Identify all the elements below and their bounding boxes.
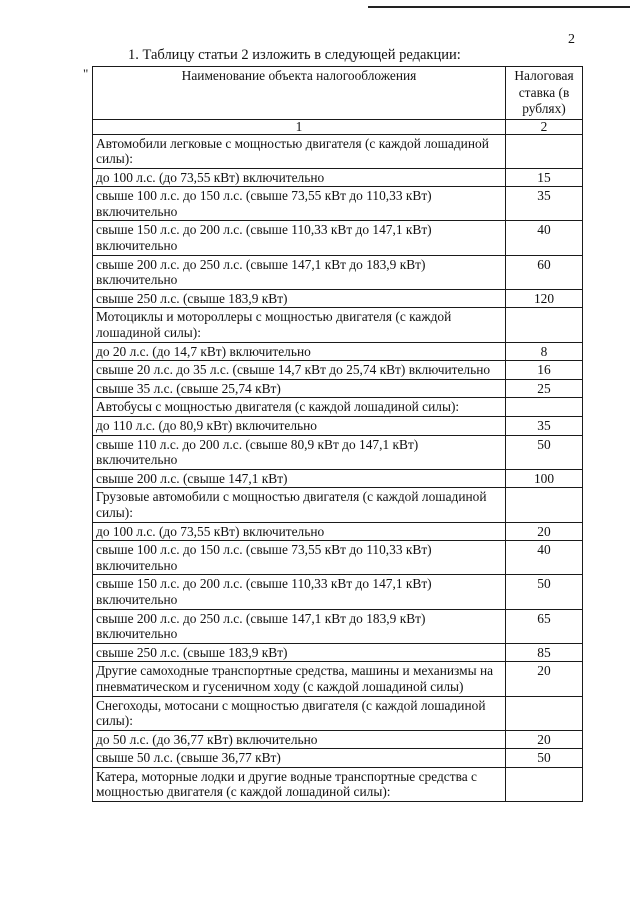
vehicle-description: до 20 л.с. (до 14,7 кВт) включительно [93, 342, 506, 361]
tax-rate-value: 20 [506, 522, 583, 541]
tax-rate-value: 50 [506, 435, 583, 469]
vehicle-description: свыше 110 л.с. до 200 л.с. (свыше 80,9 кВт до 147,1 кВт) включительно [93, 435, 506, 469]
vehicle-description: свыше 150 л.с. до 200 л.с. (свыше 110,33 кВт до 147,1 кВт) включительно [93, 221, 506, 255]
column-number-2: 2 [506, 119, 583, 134]
table-row [93, 342, 583, 361]
table-row [93, 417, 583, 436]
tax-rate-value: 16 [506, 361, 583, 380]
table-row [93, 469, 583, 488]
table-category-row [93, 662, 583, 696]
vehicle-description: Автомобили легковые с мощностью двигателя (с каждой лошадиной силы): [93, 134, 506, 168]
tax-rate-value: 40 [506, 541, 583, 575]
vehicle-description: Грузовые автомобили с мощностью двигателя (с каждой лошадиной силы): [93, 488, 506, 522]
tax-rate-value: 60 [506, 255, 583, 289]
tax-rate-value: 8 [506, 342, 583, 361]
table-category-row [93, 398, 583, 417]
table-row [93, 361, 583, 380]
tax-rate-value [506, 308, 583, 342]
table-row [93, 522, 583, 541]
tax-rate-value: 25 [506, 379, 583, 398]
header-tax-rate: Налоговая ставка (в рублях) [506, 67, 583, 120]
tax-rate-value [506, 488, 583, 522]
tax-rate-value: 40 [506, 221, 583, 255]
vehicle-description: Автобусы с мощностью двигателя (с каждой лошадиной силы): [93, 398, 506, 417]
vehicle-description: свыше 20 л.с. до 35 л.с. (свыше 14,7 кВт до 25,74 кВт) включительно [93, 361, 506, 380]
vehicle-description: Другие самоходные транспортные средства, машины и механизмы на пневматическом и гусеничном ходу (с каждой лошадиной силы) [93, 662, 506, 696]
tax-rate-value: 35 [506, 187, 583, 221]
table-row [93, 187, 583, 221]
vehicle-description: свыше 250 л.с. (свыше 183,9 кВт) [93, 643, 506, 662]
table-row [93, 221, 583, 255]
table-row [93, 168, 583, 187]
vehicle-description: до 50 л.с. (до 36,77 кВт) включительно [93, 730, 506, 749]
table-row [93, 289, 583, 308]
tax-rate-value: 20 [506, 662, 583, 696]
vehicle-description: до 110 л.с. (до 80,9 кВт) включительно [93, 417, 506, 436]
tax-rate-value: 100 [506, 469, 583, 488]
tax-rate-value [506, 134, 583, 168]
tax-rate-value [506, 767, 583, 801]
table-category-row [93, 696, 583, 730]
tax-rate-value: 35 [506, 417, 583, 436]
column-number-row [93, 119, 583, 134]
tax-rate-value: 85 [506, 643, 583, 662]
table-row [93, 643, 583, 662]
vehicle-description: свыше 100 л.с. до 150 л.с. (свыше 73,55 кВт до 110,33 кВт) включительно [93, 541, 506, 575]
vehicle-description: до 100 л.с. (до 73,55 кВт) включительно [93, 522, 506, 541]
vehicle-description: до 100 л.с. (до 73,55 кВт) включительно [93, 168, 506, 187]
opening-quote-mark: " [83, 66, 89, 81]
amendment-intro: 1. Таблицу статьи 2 изложить в следующей редакции: [128, 47, 461, 63]
tax-table-body [93, 134, 583, 802]
tax-rate-value: 50 [506, 575, 583, 609]
vehicle-description: Мотоциклы и мотороллеры с мощностью двигателя (с каждой лошадиной силы): [93, 308, 506, 342]
table-row [93, 575, 583, 609]
table-row [93, 541, 583, 575]
tax-rate-value [506, 696, 583, 730]
table-row [93, 379, 583, 398]
table-category-row [93, 308, 583, 342]
vehicle-description: Снегоходы, мотосани с мощностью двигателя (с каждой лошадиной силы): [93, 696, 506, 730]
header-object-name: Наименование объекта налогообложения [93, 67, 506, 120]
page-number: 2 [568, 32, 575, 47]
vehicle-description: свыше 250 л.с. (свыше 183,9 кВт) [93, 289, 506, 308]
vehicle-description: свыше 200 л.с. до 250 л.с. (свыше 147,1 кВт до 183,9 кВт) включительно [93, 609, 506, 643]
vehicle-description: свыше 200 л.с. до 250 л.с. (свыше 147,1 кВт до 183,9 кВт) включительно [93, 255, 506, 289]
vehicle-description: свыше 200 л.с. (свыше 147,1 кВт) [93, 469, 506, 488]
tax-rate-value: 65 [506, 609, 583, 643]
tax-rate-value: 15 [506, 168, 583, 187]
table-category-row [93, 488, 583, 522]
vehicle-description: Катера, моторные лодки и другие водные транспортные средства с мощностью двигателя (с каждой лошадиной силы): [93, 767, 506, 801]
vehicle-description: свыше 100 л.с. до 150 л.с. (свыше 73,55 кВт до 110,33 кВт) включительно [93, 187, 506, 221]
table-row [93, 435, 583, 469]
vehicle-description: свыше 150 л.с. до 200 л.с. (свыше 110,33 кВт до 147,1 кВт) включительно [93, 575, 506, 609]
tax-rate-value: 120 [506, 289, 583, 308]
tax-rate-value: 20 [506, 730, 583, 749]
tax-rate-value: 50 [506, 749, 583, 768]
tax-rate-table [92, 66, 583, 802]
vehicle-description: свыше 35 л.с. (свыше 25,74 кВт) [93, 379, 506, 398]
column-number-1: 1 [93, 119, 506, 134]
vehicle-description: свыше 50 л.с. (свыше 36,77 кВт) [93, 749, 506, 768]
table-row [93, 609, 583, 643]
table-row [93, 255, 583, 289]
table-row [93, 749, 583, 768]
table-header-row [93, 67, 583, 120]
table-row [93, 730, 583, 749]
tax-rate-value [506, 398, 583, 417]
top-rule [368, 6, 630, 8]
table-category-row [93, 134, 583, 168]
table-category-row [93, 767, 583, 801]
